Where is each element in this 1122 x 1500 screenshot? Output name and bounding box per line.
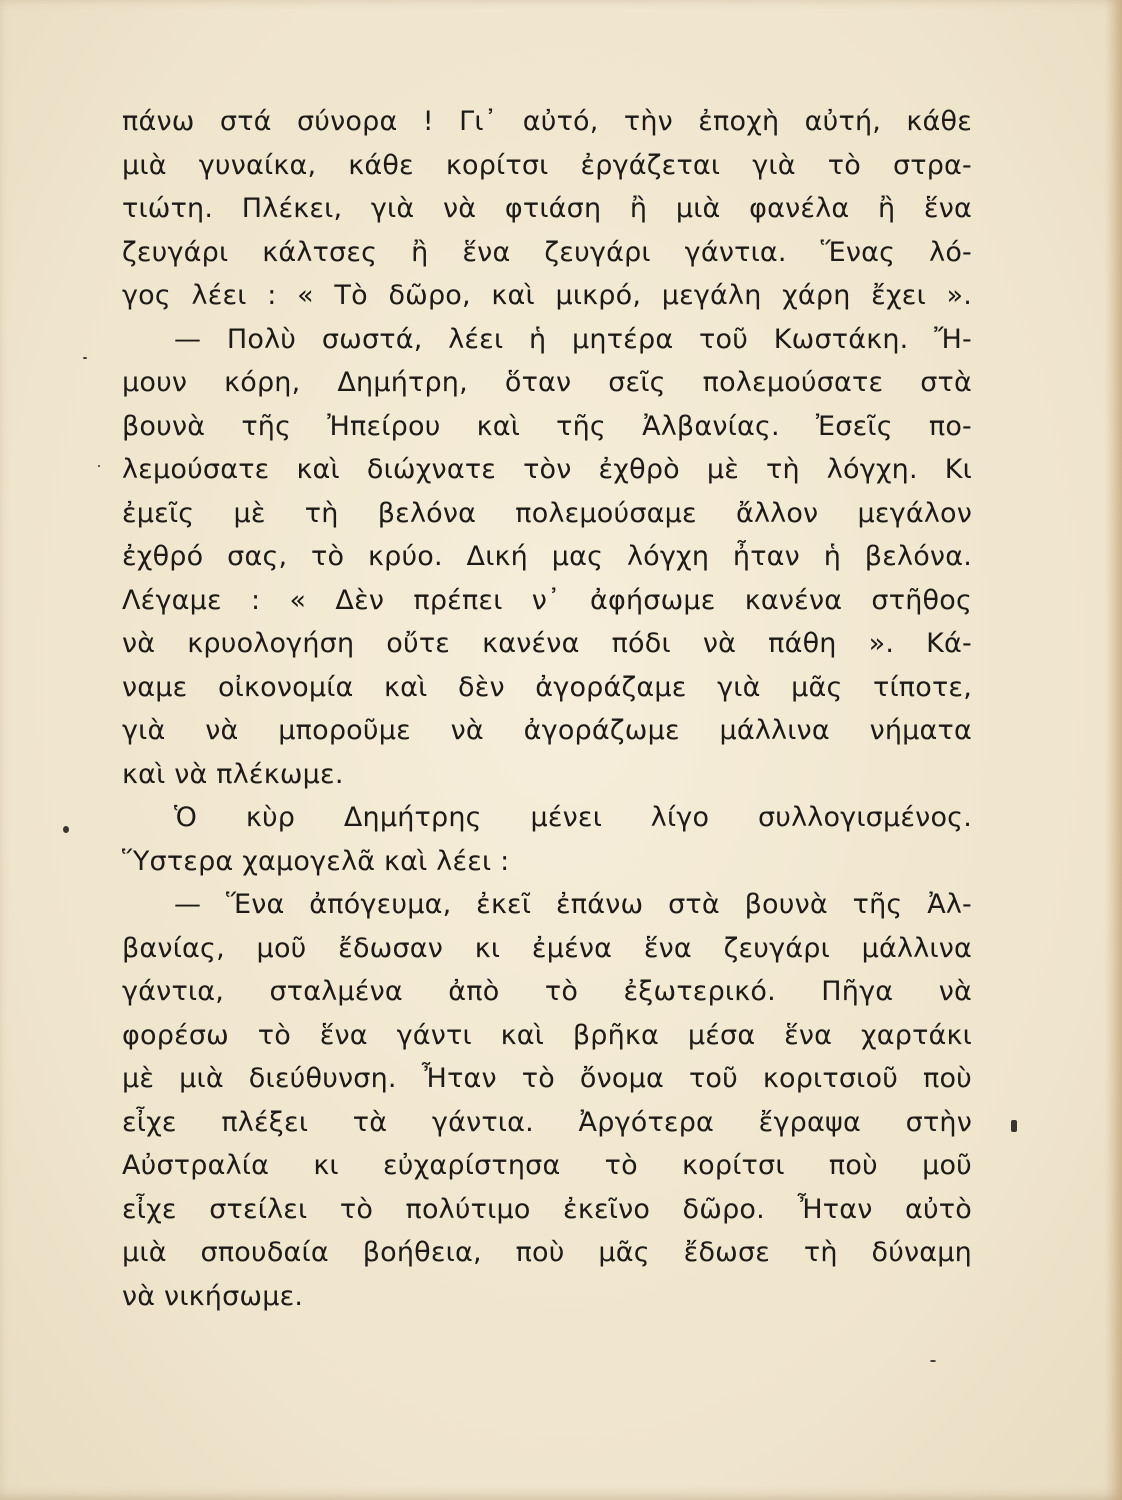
page-text-block: [122, 100, 972, 1318]
text-line: Ὁ κὺρ Δημήτρης μένει λίγο συλλογισμένος.: [174, 802, 972, 833]
text-line: μὲ μιὰ διεύθυνση. Ἦταν τὸ ὄνομα τοῦ κοριτσιοῦ ποὺ: [122, 1063, 972, 1094]
text-line: Λέγαμε : « Δὲν πρέπει ν᾽ ἀφήσωμε κανένα στῆθος: [122, 584, 972, 616]
text-line: καὶ νὰ πλέκωμε.: [122, 758, 344, 790]
text-line: φορέσω τὸ ἕνα γάντι καὶ βρῆκα μέσα ἕνα χαρτάκι: [122, 1019, 972, 1051]
text-line: γος λέει : « Τὸ δῶρο, καὶ μικρό, μεγάλη χάρη ἔχει ».: [122, 280, 972, 311]
scan-speck: [98, 465, 100, 467]
text-line: Αὐστραλία κι εὐχαρίστησα τὸ κορίτσι ποὺ μοῦ: [122, 1150, 972, 1181]
text-line: — Πολὺ σωστά, λέει ἡ μητέρα τοῦ Κωστάκη. Ἤ-: [174, 323, 972, 355]
text-line: εἶχε πλέξει τὰ γάντια. Ἀργότερα ἔγραψα στὴν: [122, 1106, 972, 1138]
text-line: Ὕστερα χαμογελᾶ καὶ λέει :: [122, 845, 510, 877]
text-line: — Ἕνα ἀπόγευμα, ἐκεῖ ἐπάνω στὰ βουνὰ τῆς Ἀλ-: [174, 889, 972, 920]
text-line: βανίας, μοῦ ἔδωσαν κι ἐμένα ἕνα ζευγάρι μάλλινα: [122, 932, 972, 964]
text-line: εἶχε στείλει τὸ πολύτιμο ἐκεῖνο δῶρο. Ἦταν αὐτὸ: [122, 1193, 972, 1225]
text-line: γιὰ νὰ μποροῦμε νὰ ἀγοράζωμε μάλλινα νήματα: [122, 715, 972, 746]
text-line: μουν κόρη, Δημήτρη, ὅταν σεῖς πολεμούσατε στὰ: [122, 367, 972, 398]
text-line: τιώτη. Πλέκει, γιὰ νὰ φτιάση ἢ μιὰ φανέλα ἢ ἕνα: [122, 193, 972, 224]
text-line: βουνὰ τῆς Ἠπείρου καὶ τῆς Ἀλβανίας. Ἐσεῖς πο-: [122, 410, 972, 442]
scan-speck: [1011, 1120, 1017, 1132]
text-line: μιὰ σπουδαία βοήθεια, ποὺ μᾶς ἔδωσε τὴ δύναμη: [122, 1237, 972, 1268]
scan-speck: [63, 826, 69, 833]
text-line: πάνω στά σύνορα ! Γι᾽ αὐτό, τὴν ἐποχὴ αὐτή, κάθε: [122, 106, 972, 137]
text-line: γάντια, σταλμένα ἀπὸ τὸ ἐξωτερικό. Πῆγα νὰ: [122, 976, 972, 1007]
text-line: ἐχθρό σας, τὸ κρύο. Δική μας λόγχη ἦταν ἡ βελόνα.: [122, 541, 972, 572]
scan-speck: [83, 357, 87, 359]
page-edge-stain: [1104, 0, 1122, 1500]
text-line: ναμε οἰκονομία καὶ δὲν ἀγοράζαμε γιὰ μᾶς τίποτε,: [122, 671, 972, 703]
scan-speck: [930, 1360, 936, 1362]
text-line: μιὰ γυναίκα, κάθε κορίτσι ἐργάζεται γιὰ τὸ στρα-: [122, 149, 972, 181]
text-line: ἐμεῖς μὲ τὴ βελόνα πολεμούσαμε ἄλλον μεγάλον: [122, 497, 972, 529]
text-line: ζευγάρι κάλτσες ἢ ἕνα ζευγάρι γάντια. Ἕνας λό-: [122, 236, 972, 268]
text-line: νὰ νικήσωμε.: [122, 1280, 304, 1312]
text-line: νὰ κρυολογήση οὔτε κανένα πόδι νὰ πάθη ». Κά-: [122, 628, 972, 659]
text-line: λεμούσατε καὶ διώχνατε τὸν ἐχθρὸ μὲ τὴ λόγχη. Κι: [122, 454, 972, 485]
